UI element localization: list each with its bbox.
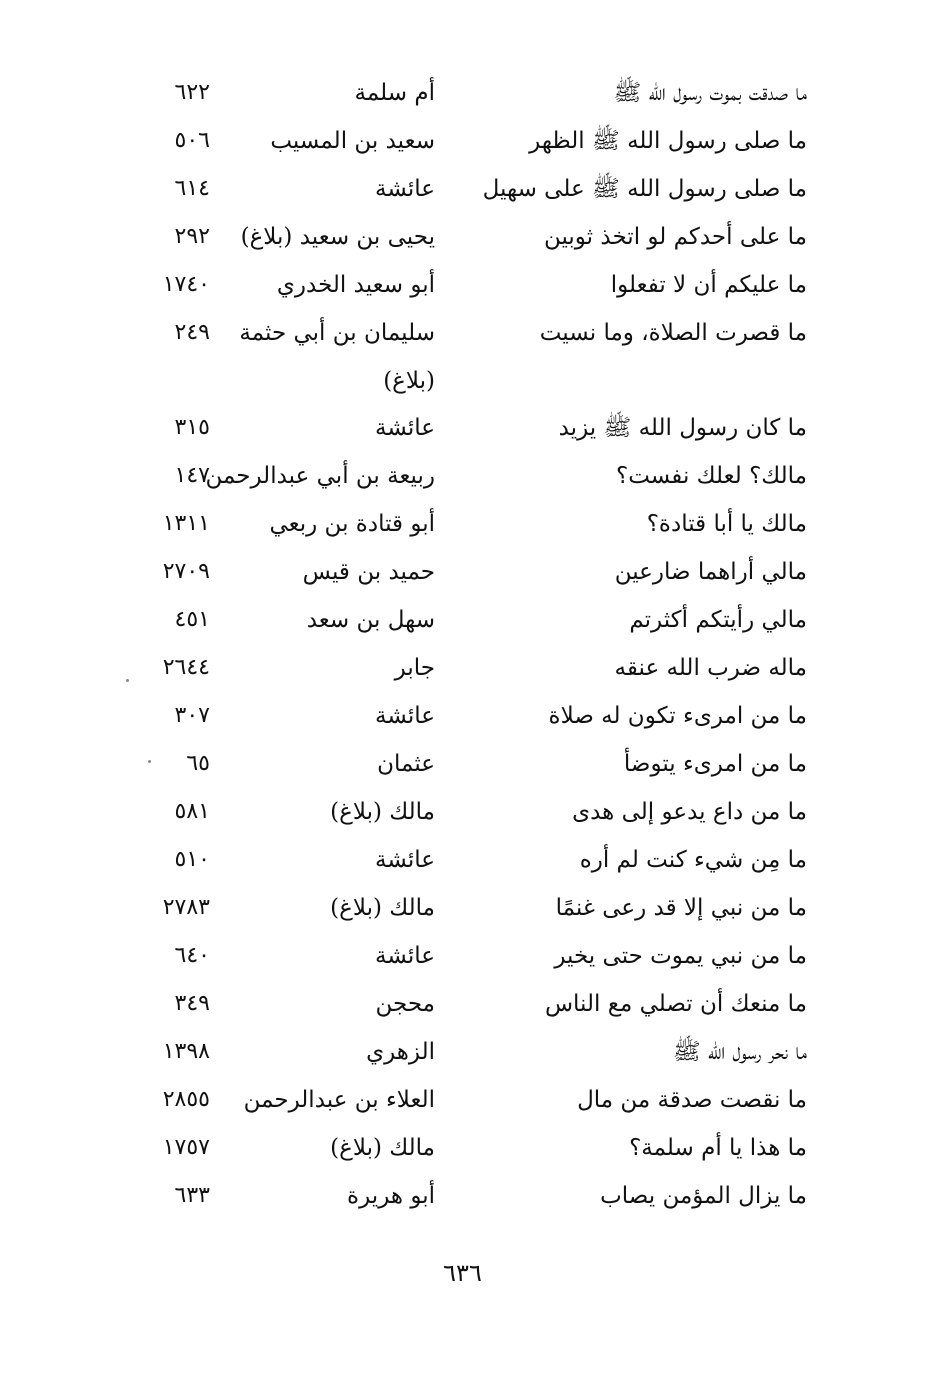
narrator-name: عائشة <box>375 943 435 969</box>
index-row <box>0 549 925 597</box>
hadith-text: ما من نبي إلا قد رعى غنمًا <box>555 895 807 921</box>
narrator-name: أم سلمة <box>354 80 435 106</box>
hadith-number: ٢٨٥٥ <box>162 1087 210 1112</box>
narrator-name: (بلاغ) <box>383 368 435 394</box>
index-row <box>0 645 925 693</box>
narrator-name: سعيد بن المسيب <box>270 128 435 154</box>
narrator-name: عائشة <box>375 415 435 441</box>
hadith-number: ٦٥ <box>186 751 210 776</box>
hadith-number: ٢٤٩ <box>174 320 210 345</box>
index-row <box>0 70 925 118</box>
index-row <box>0 310 925 358</box>
hadith-number: ٦٢٢ <box>174 80 210 105</box>
narrator-name: سليمان بن أبي حثمة <box>239 320 435 346</box>
index-row <box>0 453 925 501</box>
index-row <box>0 1125 925 1173</box>
narrator-name: عائشة <box>375 703 435 729</box>
hadith-text: ما صلى رسول الله ﷺ الظهر <box>529 128 807 154</box>
hadith-text: ما من امرىء يتوضأ <box>623 751 807 777</box>
index-row <box>0 597 925 645</box>
index-row <box>0 166 925 214</box>
narrator-name: الزهري <box>366 1039 435 1065</box>
narrator-name: مالك (بلاغ) <box>330 895 435 921</box>
index-row <box>0 693 925 741</box>
hadith-index-table <box>0 70 925 1221</box>
narrator-name: عائشة <box>375 176 435 202</box>
narrator-name: أبو سعيد الخدري <box>276 272 435 298</box>
narrator-name: أبو هريرة <box>347 1183 435 1209</box>
narrator-name: أبو قتادة بن ربعي <box>269 511 435 537</box>
narrator-name: العلاء بن عبدالرحمن <box>243 1087 435 1113</box>
index-row <box>0 262 925 310</box>
hadith-text: ما مِن شيء كنت لم أره <box>579 847 807 873</box>
hadith-number: ١٤٧ <box>174 463 210 488</box>
hadith-text: ما يزال المؤمن يصاب <box>600 1183 807 1209</box>
hadith-text: ماله ضرب الله عنقه <box>614 655 807 681</box>
index-row <box>0 1029 925 1077</box>
hadith-number: ٥١٠ <box>174 847 210 872</box>
hadith-text: ما منعك أن تصلي مع الناس <box>544 991 807 1017</box>
hadith-text: ما صدقت بموت رسول الله ﷺ <box>613 80 807 106</box>
hadith-number: ٥٨١ <box>174 799 210 824</box>
narrator-name: سهل بن سعد <box>306 607 435 633</box>
hadith-text: ما نحر رسول الله ﷺ <box>672 1039 807 1065</box>
narrator-name: محجن <box>375 991 435 1017</box>
scan-speck <box>148 760 151 763</box>
hadith-number: ٣٤٩ <box>174 991 210 1016</box>
hadith-number: ١٣٩٨ <box>162 1039 210 1064</box>
hadith-number: ٤٥١ <box>174 607 210 632</box>
narrator-name: يحيى بن سعيد (بلاغ) <box>240 224 435 250</box>
hadith-number: ٢٧٠٩ <box>162 559 210 584</box>
hadith-text: ما من امرىء تكون له صلاة <box>548 703 807 729</box>
index-row <box>0 1173 925 1221</box>
index-row <box>0 789 925 837</box>
hadith-number: ٦٣٣ <box>174 1183 210 1208</box>
index-row-continuation <box>0 358 925 405</box>
hadith-text: ما كان رسول الله ﷺ يزيد <box>558 415 807 441</box>
index-row <box>0 118 925 166</box>
index-row <box>0 501 925 549</box>
hadith-text: مالي رأيتكم أكثرتم <box>629 607 807 633</box>
hadith-text: ما صلى رسول الله ﷺ على سهيل <box>482 176 807 202</box>
hadith-text: مالك يا أبا قتادة؟ <box>646 511 807 537</box>
index-row <box>0 405 925 453</box>
hadith-text: ما نقصت صدقة من مال <box>577 1087 807 1113</box>
hadith-number: ٦٤٠ <box>174 943 210 968</box>
hadith-number: ٢٩٢ <box>174 224 210 249</box>
index-row <box>0 837 925 885</box>
hadith-number: ١٧٥٧ <box>162 1135 210 1160</box>
hadith-number: ٦١٤ <box>174 176 210 201</box>
page-number: ٦٣٦ <box>443 1259 482 1287</box>
hadith-number: ١٧٤٠ <box>162 272 210 297</box>
hadith-number: ٢٧٨٣ <box>162 895 210 920</box>
narrator-name: مالك (بلاغ) <box>330 799 435 825</box>
narrator-name: جابر <box>394 655 435 681</box>
hadith-text: ما على أحدكم لو اتخذ ثوبين <box>543 224 807 250</box>
narrator-name: عثمان <box>377 751 435 777</box>
hadith-text: ما من نبي يموت حتى يخير <box>554 943 807 969</box>
index-row <box>0 885 925 933</box>
hadith-text: ما عليكم أن لا تفعلوا <box>610 272 807 298</box>
hadith-number: ٢٦٤٤ <box>162 655 210 680</box>
hadith-text: ما هذا يا أم سلمة؟ <box>629 1135 807 1161</box>
hadith-number: ١٣١١ <box>162 511 210 536</box>
narrator-name: مالك (بلاغ) <box>330 1135 435 1161</box>
hadith-text: مالي أراهما ضارعين <box>614 559 807 585</box>
index-row <box>0 981 925 1029</box>
narrator-name: عائشة <box>375 847 435 873</box>
narrator-name: حميد بن قيس <box>302 559 435 585</box>
hadith-text: ما من داع يدعو إلى هدى <box>572 799 807 825</box>
hadith-number: ٣١٥ <box>174 415 210 440</box>
hadith-number: ٣٠٧ <box>174 703 210 728</box>
index-row <box>0 1077 925 1125</box>
hadith-text: ما قصرت الصلاة، وما نسيت <box>539 320 807 346</box>
hadith-text: مالك؟ لعلك نفست؟ <box>616 463 807 489</box>
index-row <box>0 933 925 981</box>
index-row <box>0 214 925 262</box>
index-row <box>0 741 925 789</box>
hadith-number: ٥٠٦ <box>174 128 210 153</box>
scan-speck <box>126 679 129 682</box>
narrator-name: ربيعة بن أبي عبدالرحمن <box>205 463 435 489</box>
